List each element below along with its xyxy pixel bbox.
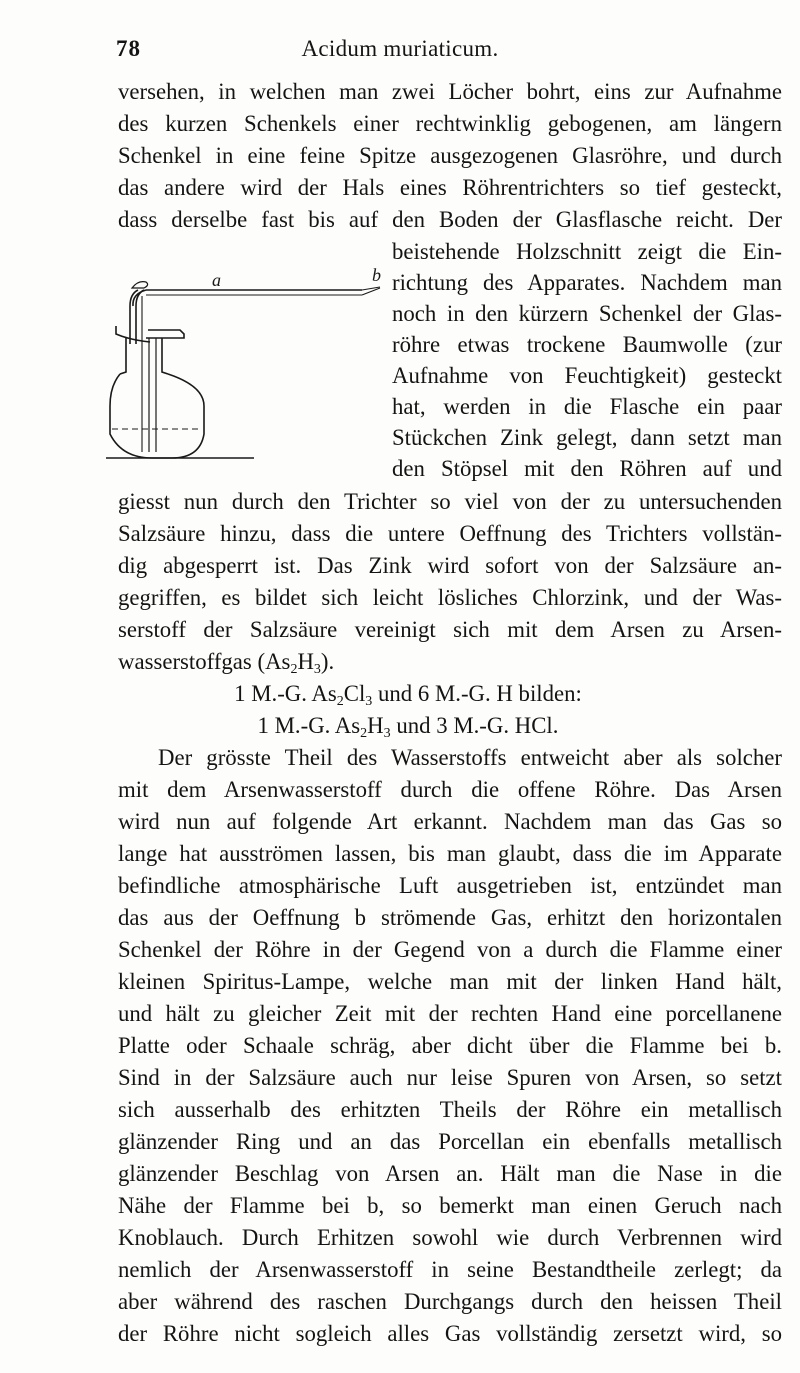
formula-line: wasserstoffgas $(As_2H_3)$.: [118, 649, 335, 677]
text-line: Platte oder Schaale schräg, aber dicht über die Flamme bei b.: [118, 1033, 782, 1058]
equation-2: 1 M.-G. $As_2H_3$ und 3 M.-G. HCl.: [257, 713, 559, 741]
text-line: richtung des Apparates. Nachdem man: [392, 270, 782, 295]
text-line: Aufnahme von Feuchtigkeit) gesteckt: [392, 363, 782, 388]
text-line: versehen, in welchen man zwei Löcher bohrt, eins zur Aufnahme: [118, 79, 782, 104]
text-line: serstoff der Salzsäure vereinigt sich mit dem Arsen zu Arsen-: [118, 617, 782, 642]
text-line: das aus der Oeffnung b strömende Gas, erhitzt den horizontalen: [118, 905, 782, 930]
text-line: nemlich der Arsenwasserstoff in seine Bestandtheile zerlegt; da: [118, 1257, 782, 1282]
page-header: [0, 36, 800, 66]
running-title: Acidum muriaticum.: [301, 36, 499, 61]
text-line: und hält zu gleicher Zeit mit der rechten Hand eine porcellanene: [118, 1001, 782, 1026]
text-line: noch in den kürzern Schenkel der Glas-: [392, 301, 782, 326]
text-line: gegriffen, es bildet sich leicht lösliches Chlorzink, und der Was-: [118, 585, 782, 610]
page-number: 78: [116, 36, 141, 61]
equation-1: 1 M.-G. $As_2Cl_3$ und 6 M.-G. H bilden:: [234, 681, 582, 709]
text-line: glänzender Ring und an das Porcellan ein ebenfalls metallisch: [118, 1129, 782, 1154]
text-line: befindliche atmosphärische Luft ausgetrieben ist, entzündet man: [118, 873, 782, 898]
text-line: Schenkel der Röhre in der Gegend von a durch die Flamme einer: [118, 937, 782, 962]
text-line: aber während des raschen Durchgangs durch den heissen Theil: [118, 1289, 782, 1314]
text-line: Sind in der Salzsäure auch nur leise Spuren von Arsen, so setzt: [118, 1065, 782, 1090]
text-line: Nähe der Flamme bei b, so bemerkt man einen Geruch nach: [118, 1193, 782, 1218]
text-line: glänzender Beschlag von Arsen an. Hält man die Nase in die: [118, 1161, 782, 1186]
apparatus-woodcut: [112, 265, 382, 466]
text-line: Salzsäure hinzu, dass die untere Oeffnung des Trichters vollstän-: [118, 521, 782, 546]
text-line: hat, werden in die Flasche ein paar: [392, 394, 782, 419]
text-line: sich ausserhalb des erhitzten Theils der Röhre ein metallisch: [118, 1097, 782, 1122]
figure-label-b: b: [372, 265, 381, 285]
text-line: mit dem Arsenwasserstoff durch die offene Röhre. Das Arsen: [118, 777, 782, 802]
text-line: beistehende Holzschnitt zeigt die Ein-: [392, 239, 782, 264]
text-line: der Röhre nicht sogleich alles Gas vollständig zersetzt wird, so: [118, 1321, 782, 1346]
text-line: des kurzen Schenkels einer rechtwinklig gebogenen, am längern: [118, 111, 782, 136]
text-line: kleinen Spiritus-Lampe, welche man mit der linken Hand hält,: [118, 969, 782, 994]
text-line: Stückchen Zink gelegt, dann setzt man: [392, 425, 782, 450]
text-line: Schenkel in eine feine Spitze ausgezogenen Glasröhre, und durch: [118, 143, 782, 168]
text-line: dass derselbe fast bis auf den Boden der Glasflasche reicht. Der: [118, 207, 782, 232]
text-line: Der grösste Theil des Wasserstoffs entweicht aber als solcher: [158, 745, 782, 770]
text-line: lange hat ausströmen lassen, bis man glaubt, dass die im Apparate: [118, 841, 782, 866]
text-line: giesst nun durch den Trichter so viel von der zu untersuchenden: [118, 489, 782, 514]
flask-illustration: [112, 265, 382, 466]
text-line: den Stöpsel mit den Röhren auf und: [392, 456, 782, 481]
figure-label-a: a: [212, 270, 221, 290]
text-line: wird nun auf folgende Art erkannt. Nachdem man das Gas so: [118, 809, 782, 834]
text-line: dig abgesperrt ist. Das Zink wird sofort von der Salzsäure an-: [118, 553, 782, 578]
text-line: das andere wird der Hals eines Röhrentrichters so tief gesteckt,: [118, 175, 782, 200]
text-line: röhre etwas trockene Baumwolle (zur: [392, 332, 782, 357]
text-line: Knoblauch. Durch Erhitzen sowohl wie durch Verbrennen wird: [118, 1225, 782, 1250]
